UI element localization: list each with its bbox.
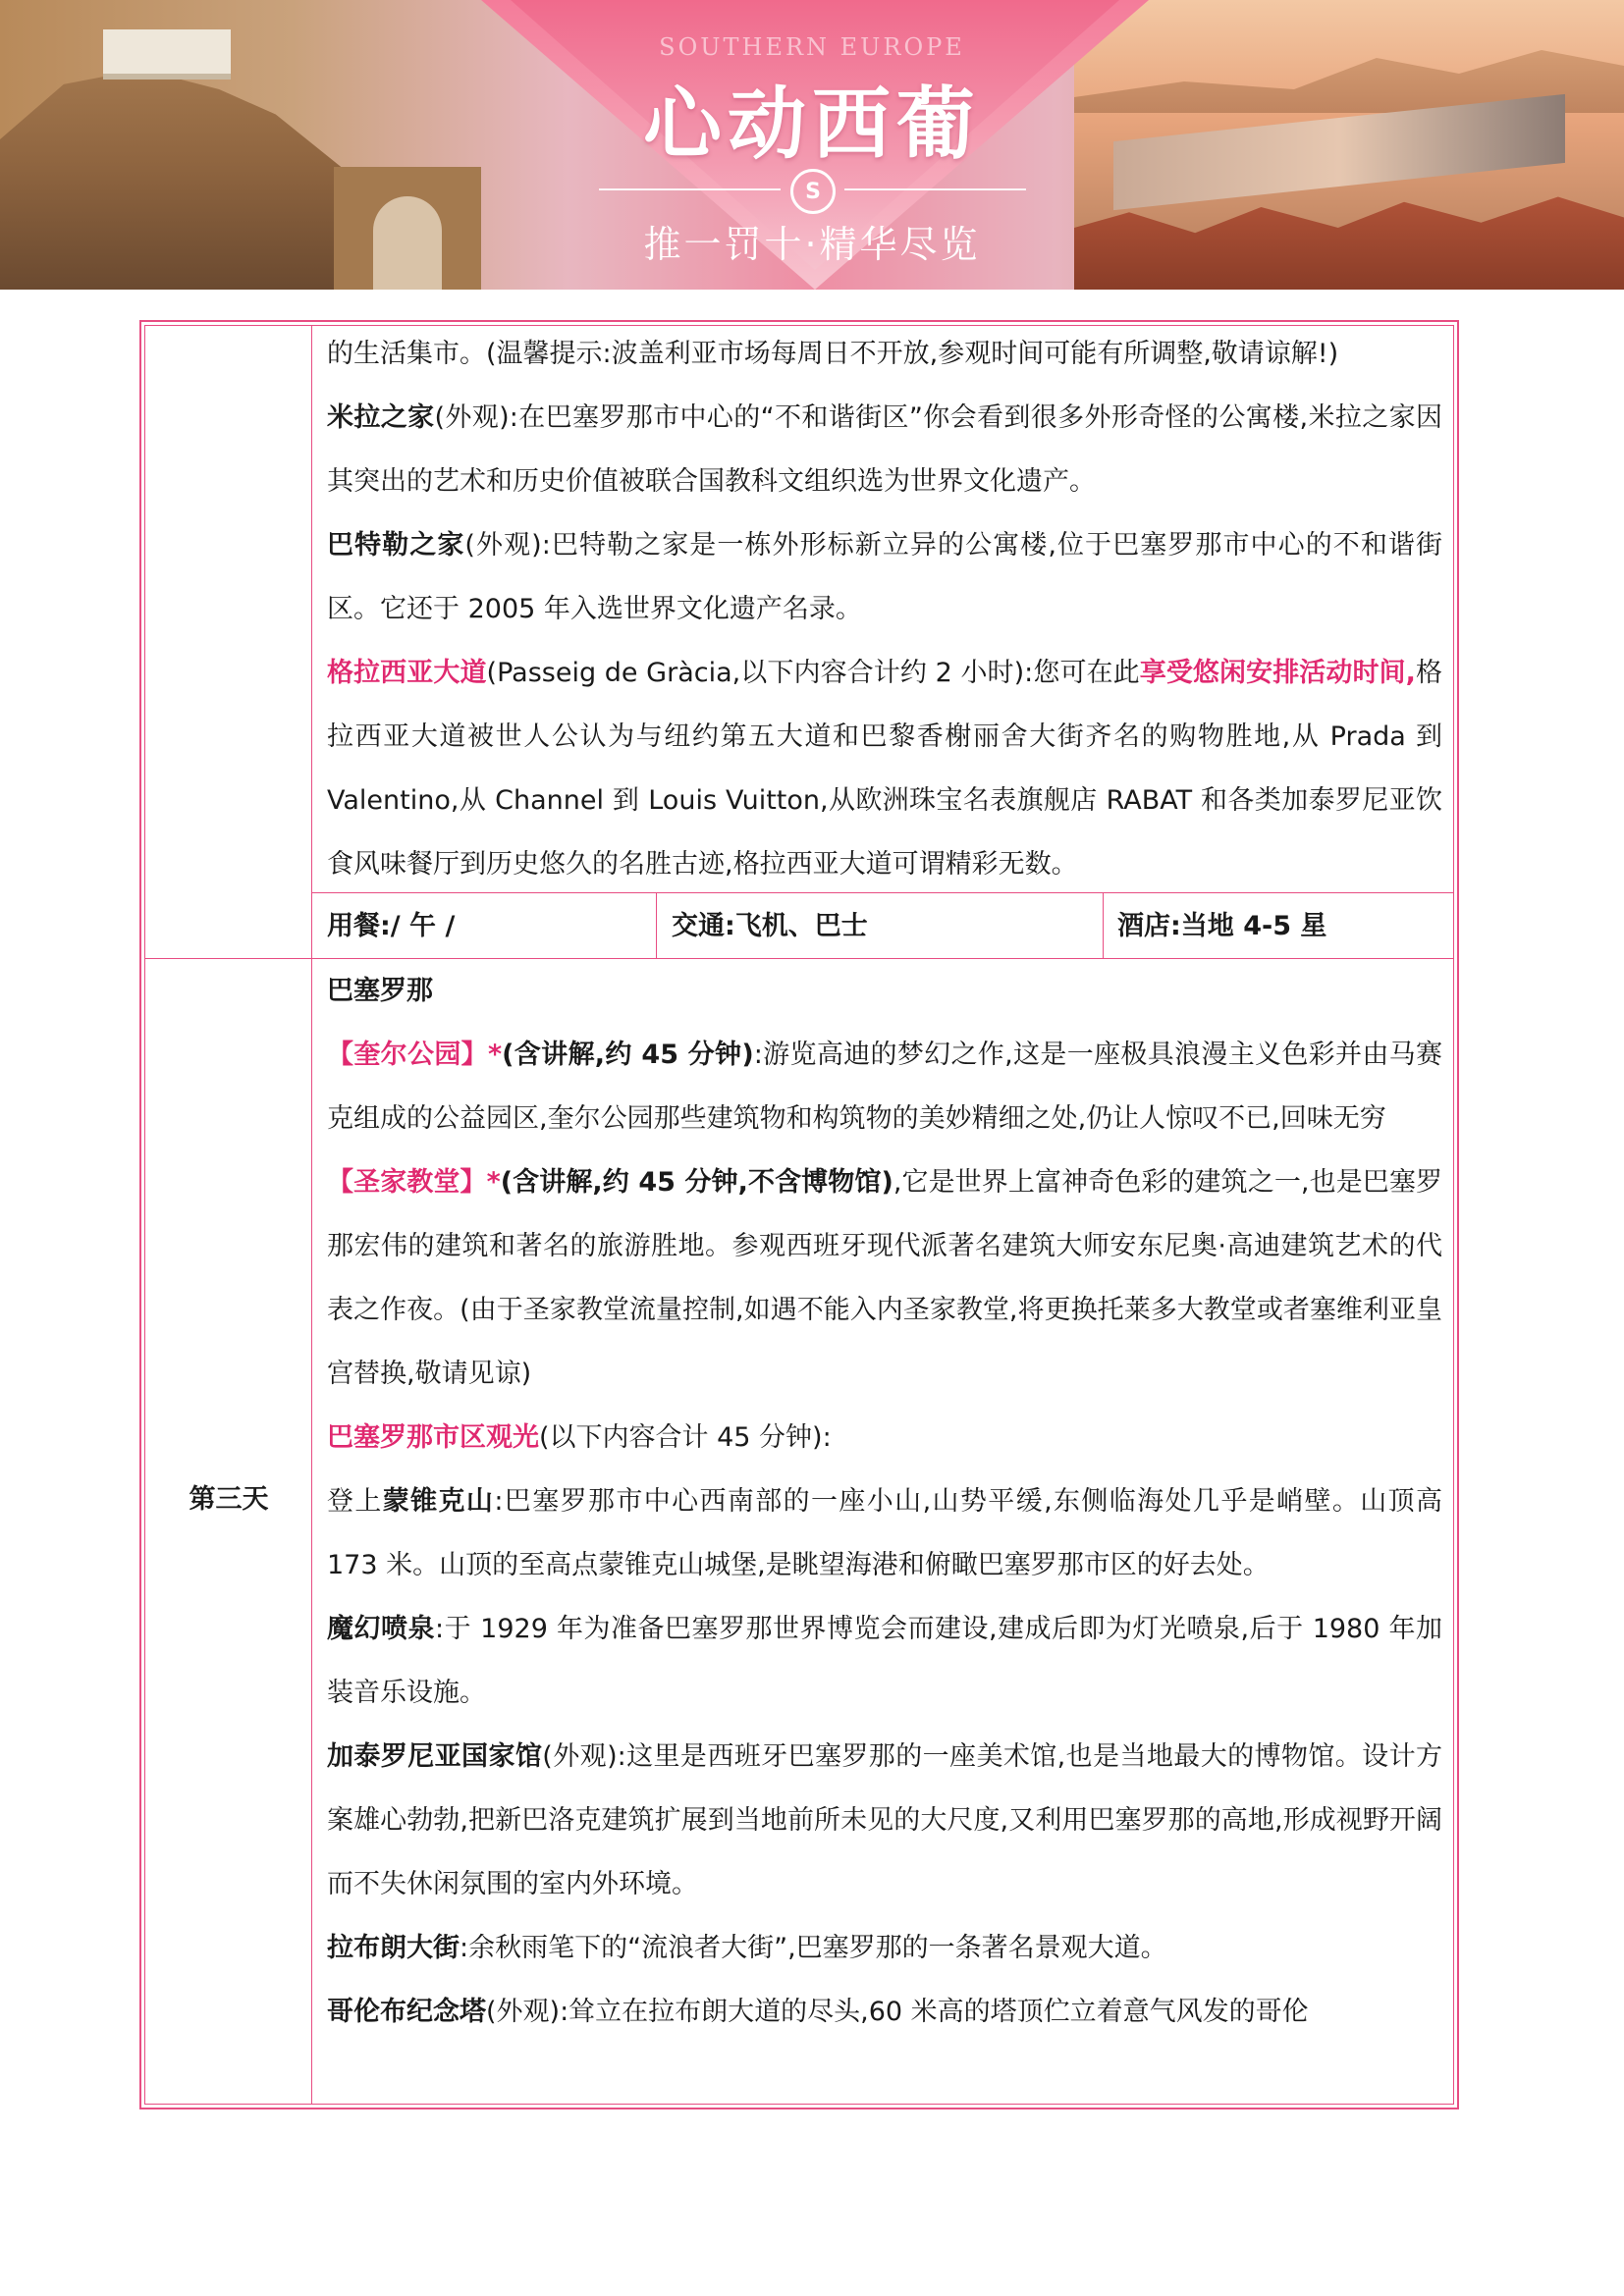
passeig-gracia-intro: (Passeig de Gràcia,以下内容合计约 2 小时):您可在此: [486, 658, 1140, 688]
banner-slogan: 推一罚十·精华尽览: [643, 223, 981, 266]
sagrada-familia-name: 【圣家教堂】*: [327, 1167, 501, 1198]
banner-divider-right: [844, 188, 1026, 190]
la-rambla-paragraph: [327, 1916, 1442, 1980]
passeig-gracia-paragraph: [327, 641, 1442, 896]
sagrada-familia-detail: (含讲解,约 45 分钟,不含博物馆): [500, 1167, 893, 1198]
meal-info: 用餐:/ 午 /: [327, 911, 456, 941]
mnac-name: 加泰罗尼亚国家馆: [327, 1741, 543, 1772]
market-note: 的生活集市。(温馨提示:波盖利亚市场每周日不开放,参观时间可能有所调整,敬请谅解!): [327, 339, 1339, 369]
sagrada-familia-paragraph: [327, 1150, 1442, 1406]
magic-fountain-text: :于 1929 年为准备巴塞罗那世界博览会而建设,建成后即为灯光喷泉,后于 1980 年加装音乐设施。: [327, 1614, 1442, 1708]
free-time-highlight: 享受悠闲安排活动时间,: [1139, 658, 1416, 688]
casa-batllo-name: 巴特勒之家: [327, 530, 465, 561]
la-rambla-name: 拉布朗大街: [327, 1933, 460, 1963]
day-column-divider: [311, 325, 312, 2105]
city-tour-name: 巴塞罗那市区观光: [327, 1422, 539, 1453]
casa-batllo-paragraph: [327, 513, 1442, 641]
hotel-info: 酒店:当地 4-5 星: [1117, 911, 1327, 941]
day2-content: [327, 322, 1442, 896]
banner-divider-left: [599, 188, 781, 190]
casa-mila-text: (外观):在巴塞罗那市中心的“不和谐街区”你会看到很多外形奇怪的公寓楼,米拉之家因其突出的艺术和历史价值被联合国教科文组织选为世界文化遗产。: [327, 402, 1442, 497]
montjuic-paragraph: [327, 1469, 1442, 1597]
casa-mila-paragraph: [327, 386, 1442, 513]
city-tour-paragraph: [327, 1406, 1442, 1469]
montjuic-name: 蒙锥克山: [382, 1486, 495, 1517]
passeig-gracia-name: 格拉西亚大道: [327, 658, 487, 688]
header-banner: [0, 0, 1624, 290]
day-label: 第三天: [189, 1484, 269, 1515]
casa-mila-name: 米拉之家: [327, 402, 435, 433]
park-guell-name: 【奎尔公园】*: [327, 1040, 503, 1070]
transport-hotel-divider: [1103, 893, 1104, 958]
park-guell-paragraph: [327, 1023, 1442, 1150]
passeig-gracia-text: 格拉西亚大道被世人公认为与纽约第五大道和巴黎香榭丽舍大街齐名的购物胜地,从 Prada 到 Valentino,从 Channel 到 Louis Vuitton,从欧洲珠宝名表旗舰店 RABAT 和各类加泰罗尼亚饮食风味餐厅到历史悠久的名胜古迹,格拉西亚大道可谓精彩无数。: [327, 658, 1442, 880]
park-guell-text: :游览高迪的梦幻之作,这是一座极具浪漫主义色彩并由马赛克组成的公益园区,奎尔公园那些建筑物和构筑物的美妙精细之处,仍让人惊叹不已,回味无穷: [327, 1040, 1443, 1134]
mnac-paragraph: [327, 1725, 1442, 1916]
montjuic-prefix: 登上: [327, 1486, 383, 1517]
montjuic-text: :巴塞罗那市中心西南部的一座小山,山势平缓,东侧临海处几乎是峭壁。山顶高 173 米。山顶的至高点蒙锥克山城堡,是眺望海港和俯瞰巴塞罗那市区的好去处。: [327, 1486, 1443, 1580]
park-guell-detail: (含讲解,约 45 分钟): [502, 1040, 754, 1070]
magic-fountain-paragraph: [327, 1597, 1442, 1725]
day3-content: [327, 959, 1442, 2044]
columbus-name: 哥伦布纪念塔: [327, 1997, 486, 2027]
banner-subtitle-en: SOUTHERN EUROPE: [659, 33, 965, 61]
day3-city: 巴塞罗那: [327, 976, 433, 1006]
la-rambla-text: :余秋雨笔下的“流浪者大街”,巴塞罗那的一条著名景观大道。: [460, 1933, 1167, 1963]
transport-info: 交通:飞机、巴士: [672, 911, 868, 941]
meal-transport-divider: [656, 893, 657, 958]
columbus-text: (外观):耸立在拉布朗大道的尽头,60 米高的塔顶伫立着意气风发的哥伦: [486, 1997, 1309, 2027]
magic-fountain-name: 魔幻喷泉: [327, 1614, 435, 1644]
mnac-text: (外观):这里是西班牙巴塞罗那的一座美术馆,也是当地最大的博物馆。设计方案雄心勃勃,把新巴洛克建筑扩展到当地前所未见的大尺度,又利用巴塞罗那的高地,形成视野开阔而不失休闲氛围的室内外环境。: [327, 1741, 1443, 1899]
city-tour-text: (以下内容合计 45 分钟):: [539, 1422, 832, 1453]
brand-logo-icon: S: [790, 169, 836, 214]
banner-title: 心动西葡: [643, 78, 981, 170]
columbus-paragraph: [327, 1980, 1442, 2044]
casa-batllo-text: (外观):巴特勒之家是一栋外形标新立异的公寓楼,位于巴塞罗那市中心的不和谐街区。它还于 2005 年入选世界文化遗产名录。: [327, 530, 1443, 624]
sagrada-familia-text: ,它是世界上富神奇色彩的建筑之一,也是巴塞罗那宏伟的建筑和著名的旅游胜地。参观西班牙现代派著名建筑大师安东尼奥·高迪建筑艺术的代表之作夜。(由于圣家教堂流量控制,如遇不能入内圣家教堂,将更换托莱多大教堂或者塞维利亚皇宫替换,敬请见谅): [327, 1167, 1442, 1389]
